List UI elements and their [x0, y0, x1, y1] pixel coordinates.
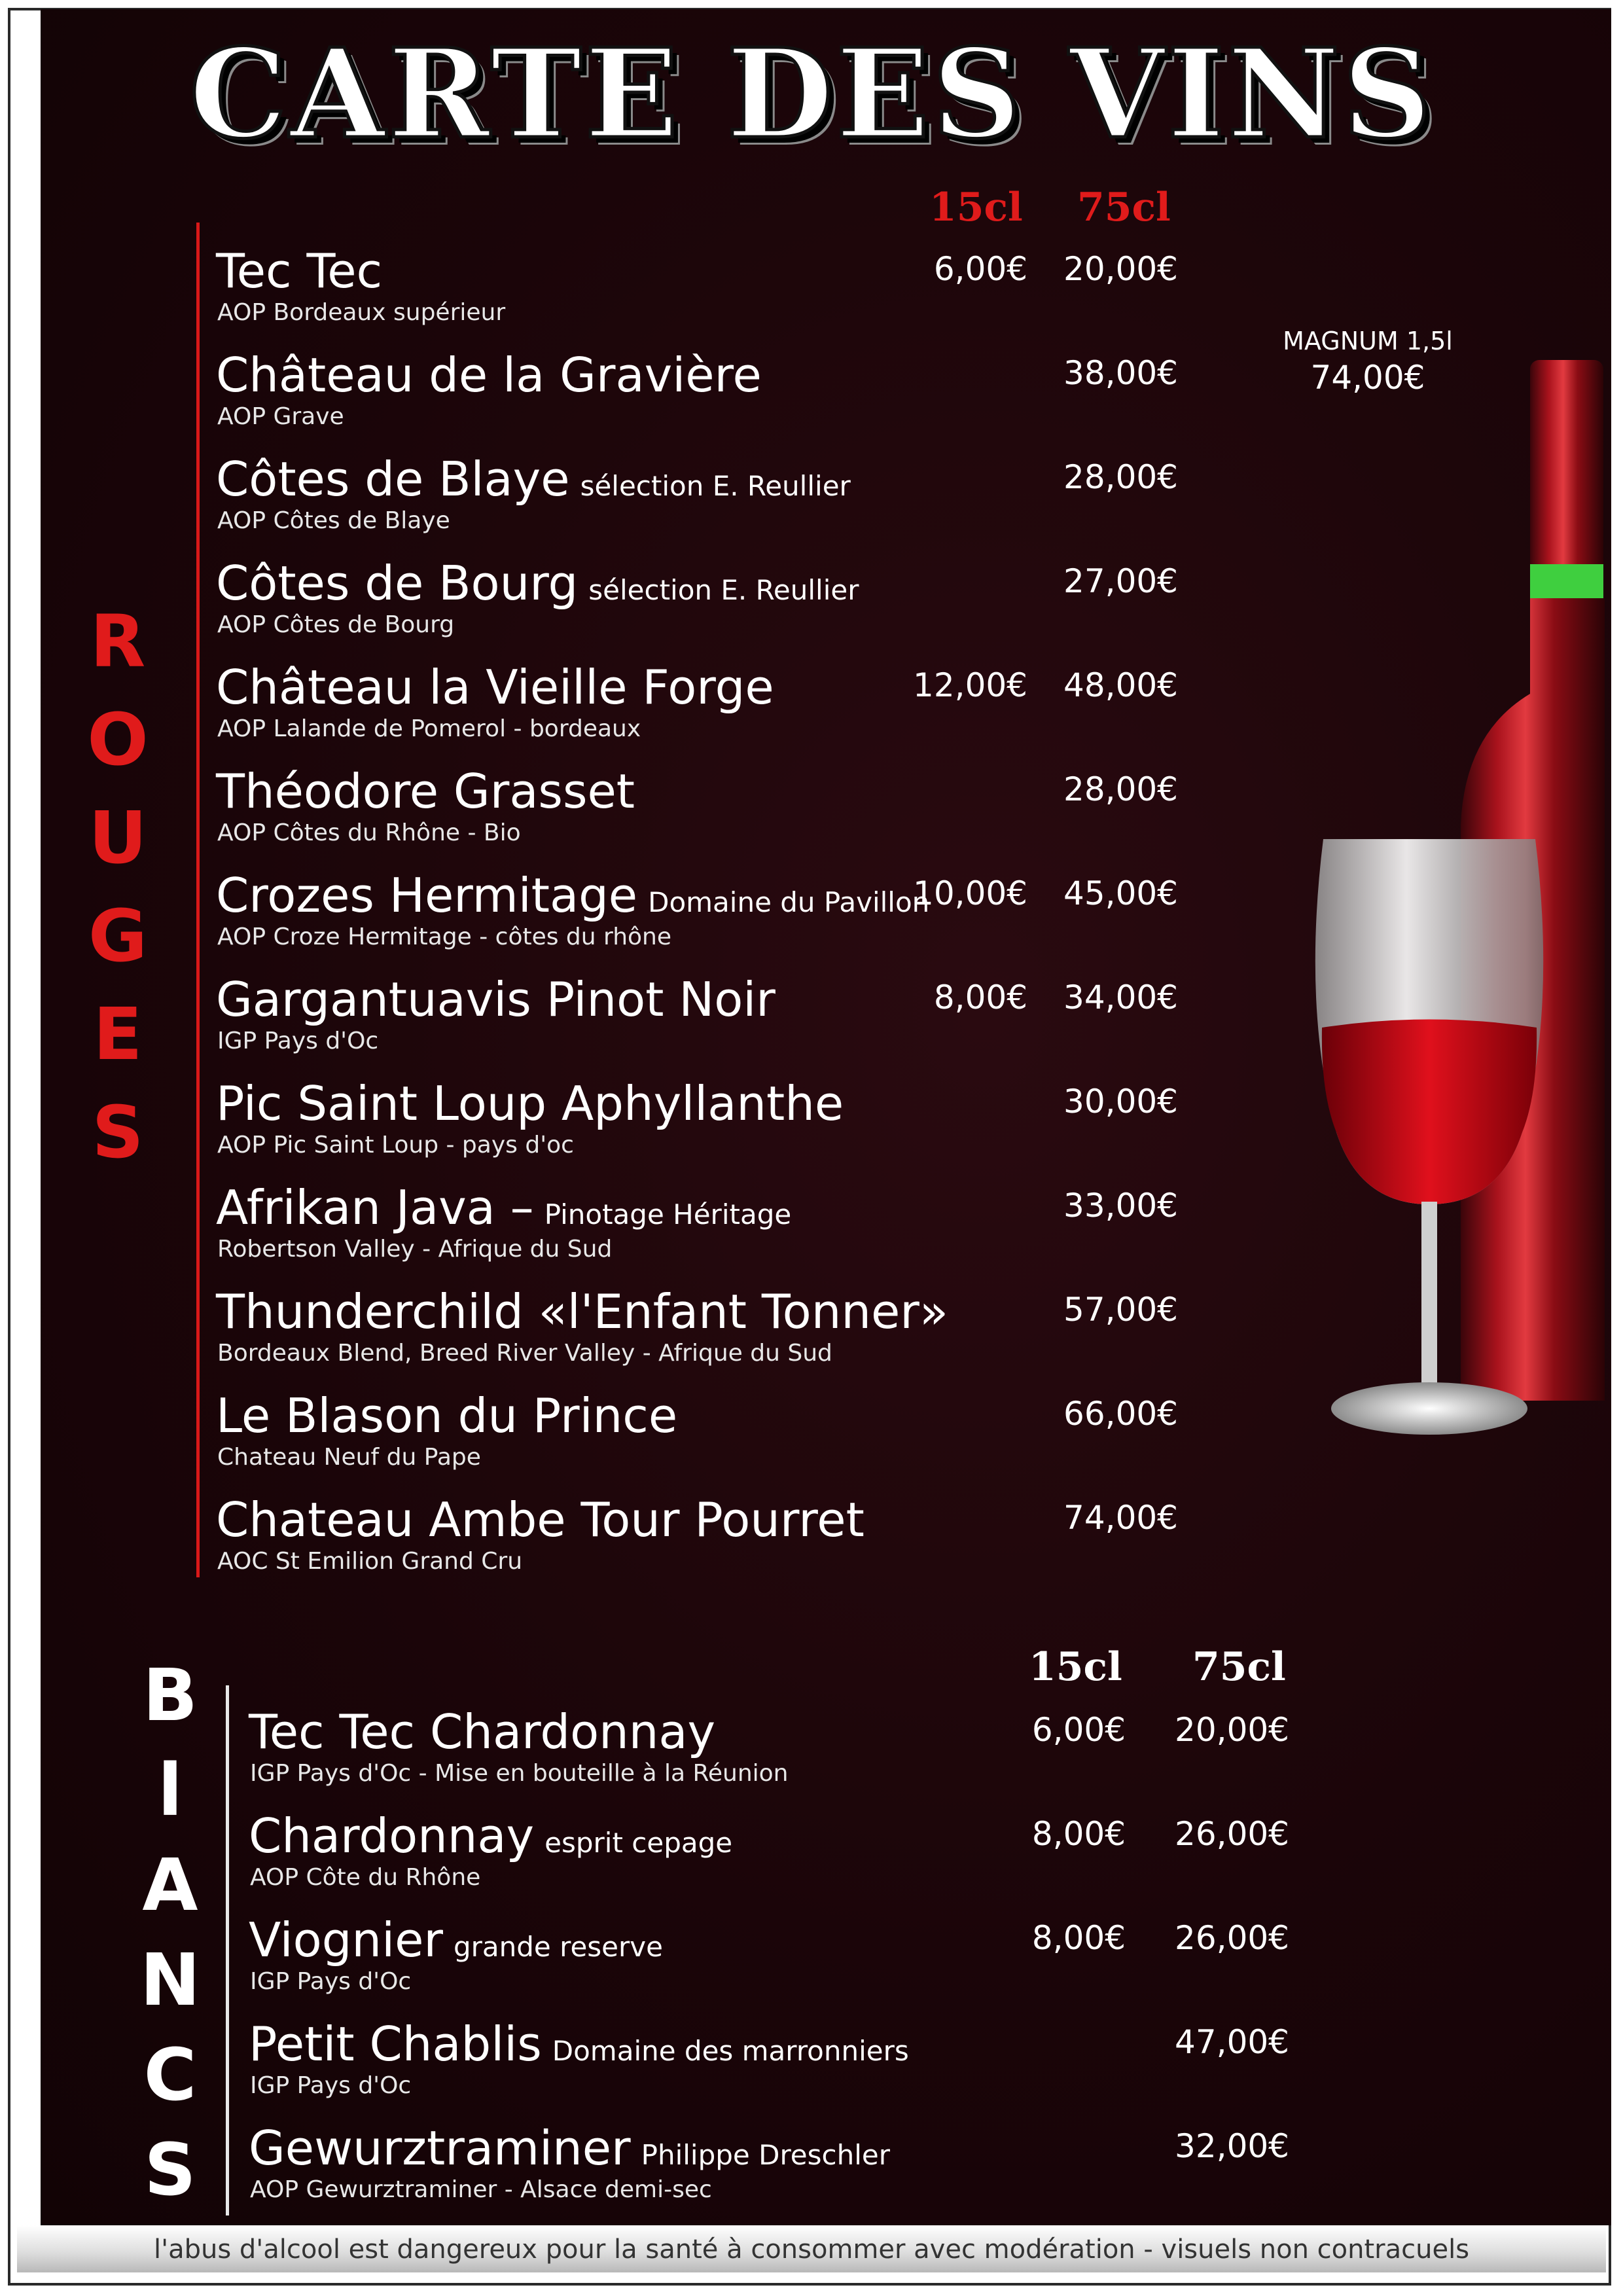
price-75cl: 20,00€: [1175, 1711, 1289, 1749]
wine-name: [216, 868, 930, 923]
side-letter: G: [88, 894, 148, 978]
rouges-divider: [196, 223, 200, 1577]
price-75cl: 26,00€: [1175, 1919, 1289, 1957]
price-75cl: 47,00€: [1175, 2023, 1289, 2061]
price-15cl: 12,00€: [913, 666, 1027, 704]
price-75cl: 38,00€: [1063, 354, 1178, 392]
wine-name-text: Crozes Hermitage: [216, 868, 638, 923]
price-75cl: 28,00€: [1063, 770, 1178, 808]
wine-name-text: Côtes de Blaye: [216, 452, 570, 507]
wine-name: [216, 348, 762, 403]
wine-name: [216, 1492, 865, 1547]
price-15cl: 8,00€: [1031, 1919, 1126, 1957]
wine-entry: [216, 1492, 1178, 1594]
wine-appellation: AOP Gewurztraminer - Alsace demi-sec: [250, 2176, 712, 2203]
wine-entry: [216, 660, 1178, 762]
side-letter: S: [92, 1090, 144, 1174]
side-letter: N: [139, 1938, 201, 2022]
wine-name-text: Chardonnay: [249, 1808, 535, 1863]
wine-subtitle: sélection E. Reullier: [580, 470, 851, 502]
side-letter: A: [142, 1843, 198, 1927]
wine-entry: [216, 1388, 1178, 1490]
blancs-75cl-header: 75cl: [1192, 1644, 1286, 1690]
footer-disclaimer: l'abus d'alcool est dangereux pour la santé à consommer avec modération - visuels non contracuels: [153, 2234, 1470, 2265]
price-15cl: 6,00€: [933, 250, 1027, 288]
wine-name-text: Côtes de Bourg: [216, 556, 579, 611]
wine-name: [216, 556, 859, 611]
side-letter: B: [143, 1653, 198, 1737]
wine-entry: [249, 1704, 1289, 1806]
price-75cl: 74,00€: [1063, 1499, 1178, 1537]
wine-name: [249, 1912, 663, 1967]
wine-entry: [249, 1808, 1289, 1910]
price-15cl: 8,00€: [933, 978, 1027, 1016]
wine-entry: [249, 1912, 1289, 2015]
wine-entry: [216, 1076, 1178, 1178]
wine-name: [216, 1284, 948, 1339]
wine-subtitle: sélection E. Reullier: [588, 574, 859, 606]
wine-appellation: AOP Lalande de Pomerol - bordeaux: [217, 715, 641, 742]
wine-appellation: AOP Côtes de Blaye: [217, 507, 450, 534]
wine-appellation: IGP Pays d'Oc: [250, 2072, 412, 2099]
menu-title: CARTE DES VINS: [188, 22, 1435, 166]
price-75cl: 30,00€: [1063, 1083, 1178, 1121]
wine-name-text: Tec Tec Chardonnay: [249, 1704, 716, 1759]
side-letter: l: [158, 1748, 183, 1832]
footer-banner: [17, 2225, 1606, 2272]
wine-name: [216, 660, 774, 715]
wine-entry: [216, 868, 1178, 970]
rouges-15cl-header: 15cl: [929, 185, 1023, 230]
price-75cl: 57,00€: [1063, 1291, 1178, 1329]
wine-name: [249, 1808, 733, 1863]
wine-entry: [216, 764, 1178, 866]
price-75cl: 27,00€: [1063, 562, 1178, 600]
wine-appellation: AOP Côtes de Bourg: [217, 611, 455, 638]
side-letter: U: [88, 796, 147, 880]
wine-name-text: Le Blason du Prince: [216, 1388, 678, 1443]
wine-subtitle: Domaine du Pavillon: [648, 886, 930, 918]
price-15cl: 8,00€: [1031, 1815, 1126, 1853]
price-75cl: 48,00€: [1063, 666, 1178, 704]
wine-name-text: Tec Tec: [216, 243, 383, 298]
price-15cl: 10,00€: [913, 874, 1027, 912]
wine-subtitle: Pinotage Héritage: [544, 1198, 792, 1230]
rouges-75cl-header: 75cl: [1077, 185, 1171, 230]
wine-appellation: IGP Pays d'Oc: [217, 1028, 379, 1054]
wine-name-text: Petit Chablis: [249, 2017, 542, 2072]
wine-name: [249, 2121, 890, 2176]
wine-name-text: Viognier: [249, 1912, 443, 1967]
side-letter: R: [90, 600, 146, 683]
wine-name: [216, 1180, 792, 1235]
wine-entry: [249, 2121, 1289, 2223]
wine-appellation: Robertson Valley - Afrique du Sud: [217, 1236, 613, 1263]
price-75cl: 32,00€: [1175, 2127, 1289, 2165]
wine-name: [216, 764, 635, 819]
wine-entry: [249, 2017, 1289, 2119]
wine-entry: [216, 348, 1178, 450]
wine-subtitle: esprit cepage: [544, 1827, 733, 1859]
price-75cl: 66,00€: [1063, 1395, 1178, 1433]
wine-entry: [216, 556, 1178, 658]
wine-name-text: Théodore Grasset: [216, 764, 635, 819]
wine-entry: [216, 452, 1178, 554]
price-75cl: 45,00€: [1063, 874, 1178, 912]
blancs-divider: [226, 1685, 229, 2215]
wine-name-text: Château de la Gravière: [216, 348, 762, 403]
wine-entry: [216, 1180, 1178, 1282]
wine-entry: [216, 1284, 1178, 1386]
wine-appellation: IGP Pays d'Oc: [250, 1968, 412, 1995]
wine-appellation: AOP Grave: [217, 403, 344, 430]
wine-name: [216, 1388, 678, 1443]
wine-name-text: Afrikan Java –: [216, 1180, 534, 1235]
wine-name: [216, 243, 383, 298]
side-letter: O: [87, 698, 149, 781]
price-75cl: 28,00€: [1063, 458, 1178, 496]
wine-name: [249, 1704, 716, 1759]
wine-name-text: Château la Vieille Forge: [216, 660, 774, 715]
blancs-15cl-header: 15cl: [1029, 1644, 1122, 1690]
wine-appellation: AOC St Emilion Grand Cru: [217, 1548, 523, 1575]
wine-name-text: Gewurztraminer: [249, 2121, 631, 2176]
wine-name: [216, 972, 776, 1027]
wine-name-text: Pic Saint Loup Aphyllanthe: [216, 1076, 844, 1131]
wine-subtitle: Philippe Dreschler: [641, 2139, 890, 2171]
wine-appellation: AOP Pic Saint Loup - pays d'oc: [217, 1132, 574, 1158]
price-15cl: 6,00€: [1031, 1711, 1126, 1749]
price-75cl: 26,00€: [1175, 1815, 1289, 1853]
wine-name-text: Chateau Ambe Tour Pourret: [216, 1492, 865, 1547]
wine-subtitle: grande reserve: [453, 1931, 663, 1963]
wine-bottle-and-glass-illustration: [1309, 353, 1610, 1453]
side-letter: C: [143, 2033, 197, 2117]
wine-name-text: Gargantuavis Pinot Noir: [216, 972, 776, 1027]
price-75cl: 33,00€: [1063, 1187, 1178, 1225]
magnum-price: 74,00€: [1310, 358, 1425, 397]
wine-entry: [216, 972, 1178, 1074]
wine-name: [216, 452, 851, 507]
wine-appellation: IGP Pays d'Oc - Mise en bouteille à la Réunion: [250, 1760, 789, 1787]
wine-appellation: Chateau Neuf du Pape: [217, 1444, 481, 1471]
wine-appellation: AOP Croze Hermitage - côtes du rhône: [217, 924, 672, 950]
side-letter: E: [93, 992, 143, 1076]
wine-name: [249, 2017, 909, 2072]
wine-name-text: Thunderchild «l'Enfant Tonner»: [216, 1284, 948, 1339]
wine-appellation: Bordeaux Blend, Breed River Valley - Afrique du Sud: [217, 1340, 832, 1367]
wine-appellation: AOP Côtes du Rhône - Bio: [217, 819, 521, 846]
price-75cl: 34,00€: [1063, 978, 1178, 1016]
wine-name: [216, 1076, 844, 1131]
wine-subtitle: Domaine des marronniers: [552, 2035, 909, 2067]
magnum-label: MAGNUM 1,5l: [1283, 327, 1453, 355]
wine-entry: [216, 243, 1178, 346]
wine-appellation: AOP Bordeaux supérieur: [217, 299, 506, 326]
side-letter: S: [144, 2128, 196, 2212]
wine-appellation: AOP Côte du Rhône: [250, 1864, 481, 1891]
price-75cl: 20,00€: [1063, 250, 1178, 288]
